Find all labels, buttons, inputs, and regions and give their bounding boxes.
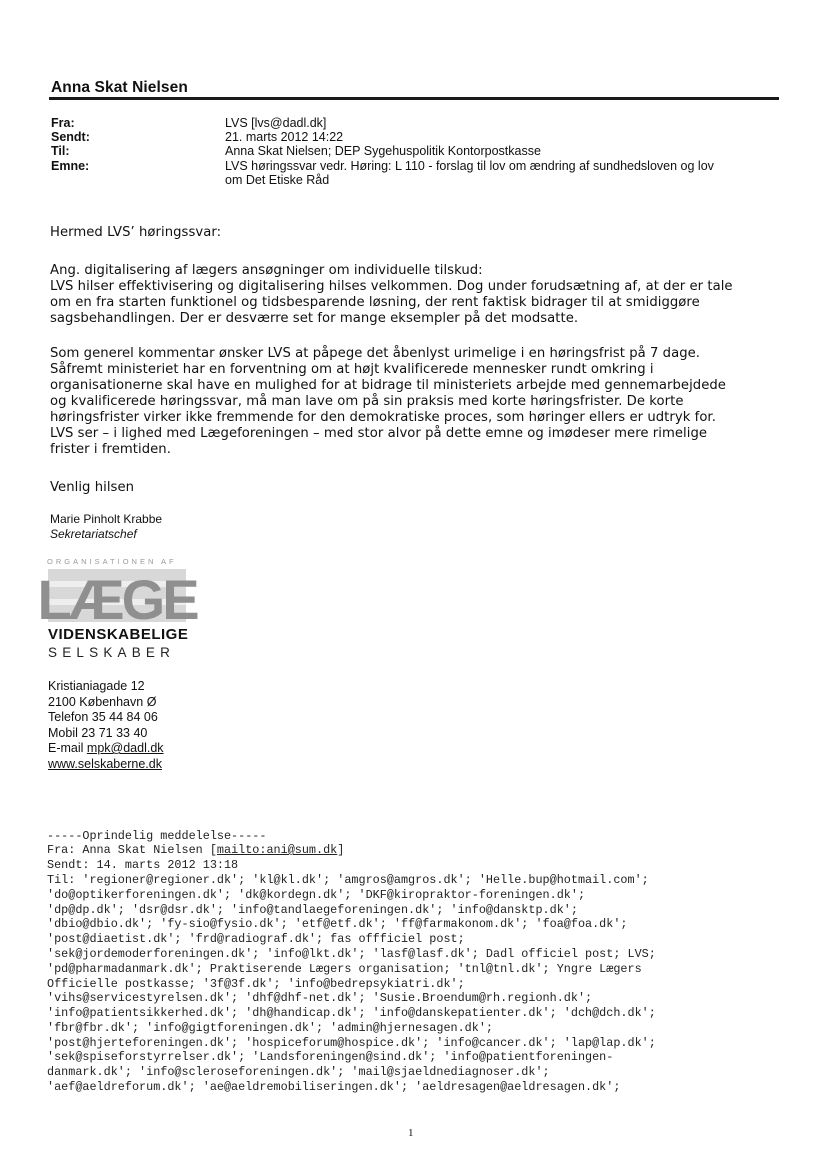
original-to-line: 'aef@aeldreforum.dk'; 'ae@aeldremobiliseringen.dk'; 'aeldresagen@aeldresagen.dk';: [47, 1080, 621, 1094]
original-sent: Sendt: 14. marts 2012 13:18: [47, 858, 239, 872]
address-phone: Telefon 35 44 84 06: [48, 710, 158, 724]
logo-top-text: ORGANISATIONEN AF: [47, 557, 177, 566]
title-divider: [49, 97, 779, 100]
from-value: LVS [lvs@dadl.dk]: [225, 116, 327, 130]
signature-name: Marie Pinholt Krabbe: [50, 512, 163, 526]
paragraph-2-line: høringsfrister virker ikke fremmende for den demokratiske proces, som høringer ellers er udtryk for.: [50, 410, 716, 425]
page-number: 1: [408, 1127, 414, 1139]
logo-line-2: VIDENSKABELIGE: [48, 626, 189, 643]
original-to-line: 'vihs@servicestyrelsen.dk'; 'dhf@dhf-net.dk'; 'Susie.Broendum@rh.regionh.dk';: [47, 991, 593, 1005]
logo-mark: [37, 568, 197, 631]
original-to-line: 'pd@pharmadanmark.dk'; Praktiserende Lægers organisation; 'tnl@tnl.dk'; Yngre Lægers: [47, 962, 642, 976]
paragraph-1-line: LVS hilser effektivisering og digitalisering hilses velkommen. Dog under forudsætning af, at der er tale: [50, 279, 733, 294]
original-from: [47, 843, 344, 858]
address-city: 2100 København Ø: [48, 695, 157, 709]
paragraph-2-line: og kvalificerede høringssvar, må man lave om på sin praksis med korte høringsfrister. De korte: [50, 394, 684, 409]
original-to-line: 'sek@jordemoderforeningen.dk'; 'info@lkt.dk'; 'lasf@lasf.dk'; Dadl officiel post; LVS;: [47, 947, 656, 961]
website-link[interactable]: www.selskaberne.dk: [48, 757, 162, 771]
sent-value: 21. marts 2012 14:22: [225, 130, 344, 144]
to-value: Anna Skat Nielsen; DEP Sygehuspolitik Kontorpostkasse: [225, 144, 541, 158]
intro-text: Hermed LVS’ høringssvar:: [50, 225, 222, 240]
paragraph-2-line: Såfremt ministeriet har en forventning om at højt kvalificerede mennesker rundt omkring i: [50, 362, 654, 377]
original-to-line: 'do@optikerforeningen.dk'; 'dk@kordegn.dk'; 'DKF@kiropraktor-foreningen.dk';: [47, 888, 586, 902]
address-mobile: Mobil 23 71 33 40: [48, 726, 148, 740]
paragraph-1-line: Ang. digitalisering af lægers ansøgninger om individuelle tilskud:: [50, 263, 483, 278]
address-email-row: [48, 741, 164, 757]
sent-label: Sendt:: [51, 130, 90, 144]
email-prefix: E-mail: [48, 741, 87, 755]
original-to-line: 'dbio@dbio.dk'; 'fy-sio@fysio.dk'; 'etf@etf.dk'; 'ff@farmakonom.dk'; 'foa@foa.dk';: [47, 917, 628, 931]
logo-line-3: SELSKABER: [48, 645, 176, 660]
closing-text: Venlig hilsen: [50, 480, 135, 495]
paragraph-2-line: organisationerne skal have en mulighed for at bidrage til ministeriets arbejde med gennemarbejdede: [50, 378, 726, 393]
subject-label: Emne:: [51, 159, 90, 173]
subject-value-line-2: om Det Etiske Råd: [225, 173, 330, 187]
paragraph-2-line: Som generel kommentar ønsker LVS at påpege det åbenlyst urimelige i en høringsfrist på 7 dage.: [50, 346, 701, 361]
original-from-mailto-link[interactable]: mailto:ani@sum.dk: [216, 843, 338, 857]
paragraph-1-line: sagsbehandlingen. Der er desværre set for mange eksempler på det modsatte.: [50, 311, 579, 326]
from-label: Fra:: [51, 116, 75, 130]
address-street: Kristianiagade 12: [48, 679, 145, 693]
original-separator: -----Oprindelig meddelelse-----: [47, 829, 267, 843]
original-to-line: 'post@hjerteforeningen.dk'; 'hospiceforum@hospice.dk'; 'info@cancer.dk'; 'lap@lap.dk';: [47, 1036, 656, 1050]
paragraph-1-line: om en fra starten funktionel og tidsbesparende løsning, der rent faktisk bidrager til at smidiggøre: [50, 295, 700, 310]
original-to-line: 'sek@spiseforstyrrelser.dk'; 'Landsforeningen@sind.dk'; 'info@patientforeningen-: [47, 1050, 614, 1064]
original-to-line: danmark.dk'; 'info@scleroseforeningen.dk'; 'mail@sjaeldnediagnoser.dk';: [47, 1065, 550, 1079]
to-label: Til:: [51, 144, 70, 158]
signature-title: Sekretariatschef: [50, 527, 137, 541]
paragraph-2-line: frister i fremtiden.: [50, 442, 171, 457]
original-to-line: Officielle postkasse; '3f@3f.dk'; 'info@bedrepsykiatri.dk';: [47, 977, 465, 991]
original-to-line: 'dp@dp.dk'; 'dsr@dsr.dk'; 'info@tandlaegeforeningen.dk'; 'info@dansktp.dk';: [47, 903, 578, 917]
original-to-line: 'info@patientsikkerhed.dk'; 'dh@handicap.dk'; 'info@danskepatienter.dk'; 'dch@dch.dk';: [47, 1006, 656, 1020]
original-to-line: 'post@diaetist.dk'; 'frd@radiograf.dk'; fas offficiel post;: [47, 932, 465, 946]
original-from-suffix: ]: [337, 843, 345, 857]
original-from-prefix: Fra: Anna Skat Nielsen [: [47, 843, 217, 857]
sender-name-heading: Anna Skat Nielsen: [51, 79, 188, 96]
email-link[interactable]: mpk@dadl.dk: [86, 741, 164, 755]
logo-main-text: LÆGE: [37, 568, 197, 631]
subject-value-line-1: LVS høringssvar vedr. Høring: L 110 - forslag til lov om ændring af sundhedsloven og lov: [225, 159, 714, 173]
paragraph-2-line: LVS ser – i lighed med Lægeforeningen – med stor alvor på dette emne og imødeser mere rimelige: [50, 426, 708, 441]
original-to-line: Til: 'regioner@regioner.dk'; 'kl@kl.dk'; 'amgros@amgros.dk'; 'Helle.bup@hotmail.com';: [47, 873, 649, 887]
original-to-line: 'fbr@fbr.dk'; 'info@gigtforeningen.dk'; 'admin@hjernesagen.dk';: [47, 1021, 493, 1035]
